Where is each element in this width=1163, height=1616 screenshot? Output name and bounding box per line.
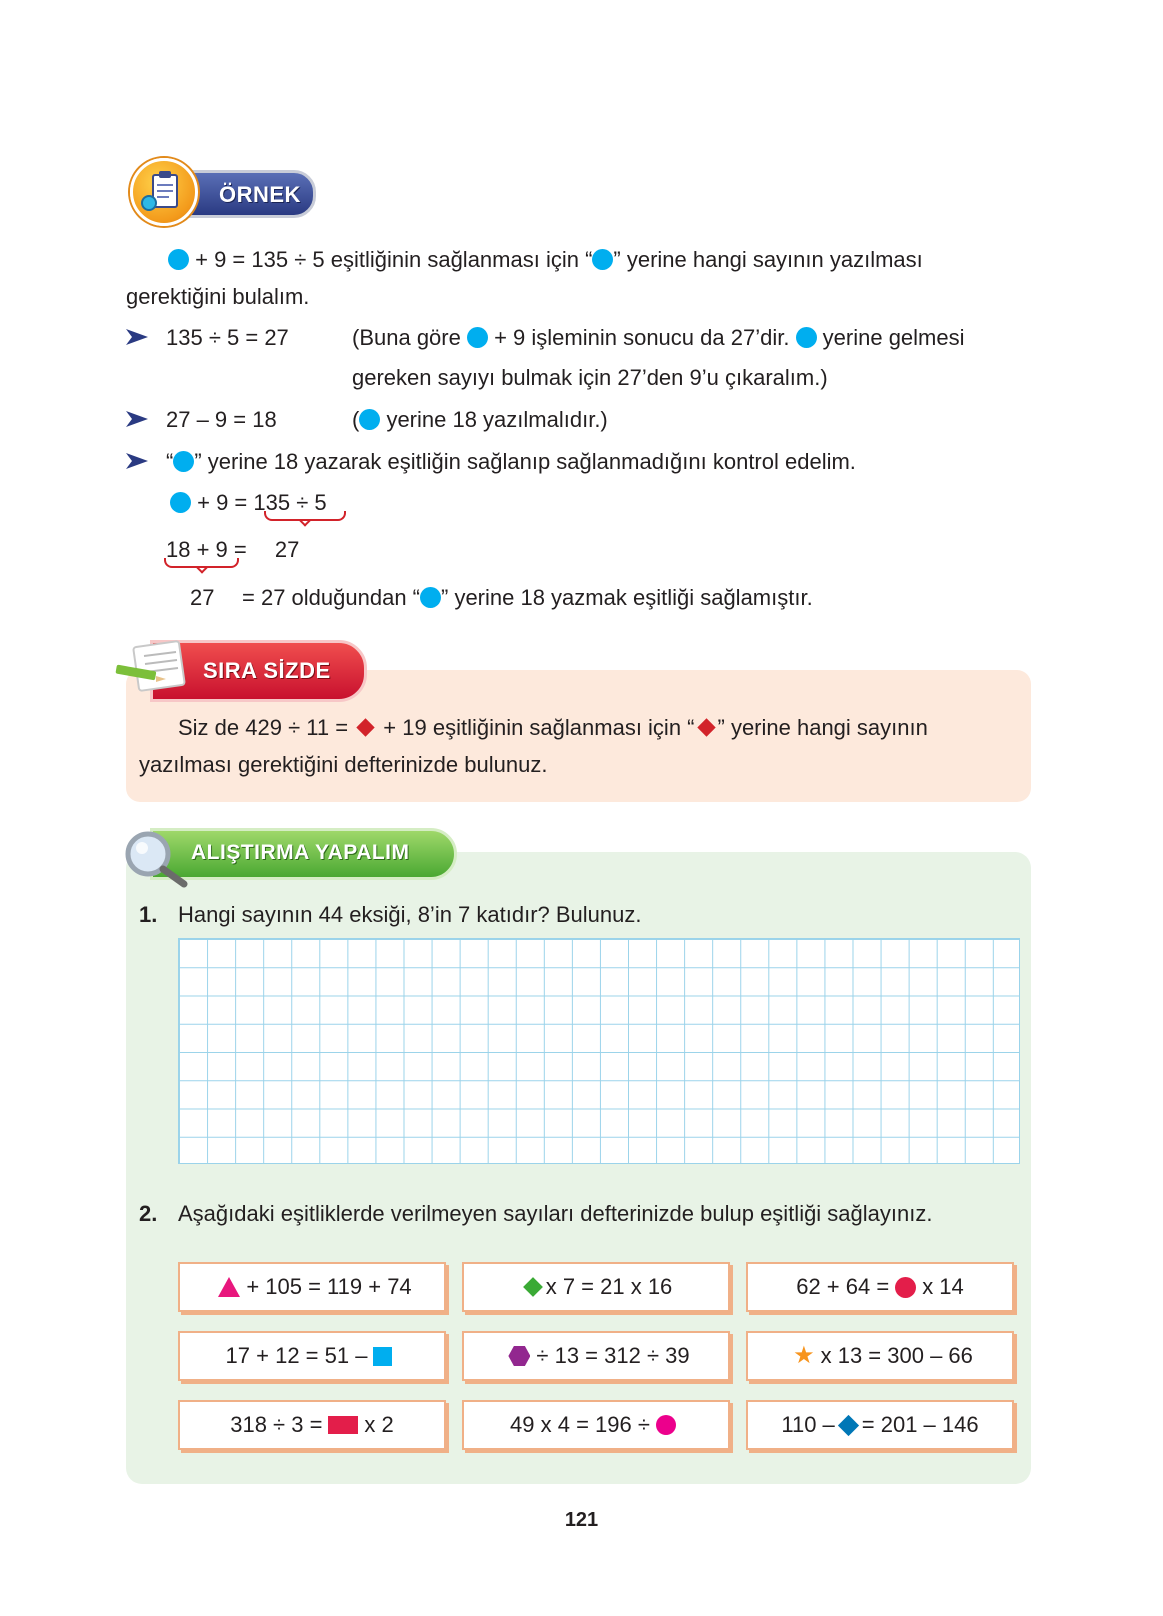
- check-line3-num: 27: [190, 585, 215, 610]
- arrow-bullet-icon: [126, 411, 148, 427]
- arrow-bullet-icon: [126, 329, 148, 345]
- ornek-banner: [178, 170, 316, 218]
- blue-circle-icon: [592, 249, 613, 270]
- check-line2: 18 + 9 = 27: [166, 537, 300, 562]
- blue-circle-icon: [170, 492, 191, 513]
- step2-calc: 27 – 9 = 18: [166, 407, 277, 432]
- notebook-pencil-icon: [112, 638, 192, 694]
- answer-grid[interactable]: [178, 938, 1020, 1164]
- blue-diamond-icon: [838, 1414, 859, 1435]
- question-1-number: 1.: [139, 902, 158, 927]
- underbrace: [264, 511, 346, 521]
- red-diamond-icon: [356, 718, 374, 736]
- step2-note: ( yerine 18 yazılmalıdır.): [352, 407, 608, 432]
- equation-card: ★ x 13 = 300 – 66: [746, 1331, 1014, 1381]
- clipboard-icon: [130, 158, 198, 226]
- step3-text: “ ” yerine 18 yazarak eşitliğin sağlanıp sağlanmadığını kontrol edelim.: [166, 449, 856, 474]
- check-line3: = 27 olduğundan “ ” yerine 18 yazmak eşitliği sağlamıştır.: [242, 585, 813, 610]
- sira-line1: Siz de 429 ÷ 11 = + 19 eşitliğinin sağlanması için “ ” yerine hangi sayının: [178, 715, 928, 740]
- sira-line2: yazılması gerektiğini defterinizde bulunuz.: [139, 752, 548, 777]
- step1-calc: 135 ÷ 5 = 27: [166, 325, 289, 350]
- equation-card: + 105 = 119 + 74: [178, 1262, 446, 1312]
- orange-star-icon: ★: [793, 1342, 815, 1369]
- blue-circle-icon: [359, 409, 380, 430]
- blue-circle-icon: [796, 327, 817, 348]
- equation-card: 110 – = 201 – 146: [746, 1400, 1014, 1450]
- blue-square-icon: [373, 1347, 392, 1366]
- page-number: 121: [564, 1509, 599, 1531]
- red-circle-icon: [895, 1277, 916, 1298]
- red-diamond-icon: [697, 718, 715, 736]
- underbrace: [164, 558, 239, 568]
- blue-circle-icon: [173, 451, 194, 472]
- magnifier-icon: [118, 826, 192, 888]
- step1-note: (Buna göre + 9 işleminin sonucu da 27’dir. yerine gelmesi: [352, 325, 965, 350]
- sira-sizde-label: SIRA SİZDE: [203, 658, 331, 683]
- alistirma-label: ALIŞTIRMA YAPALIM: [191, 841, 410, 864]
- equation-card: 49 x 4 = 196 ÷: [462, 1400, 730, 1450]
- ornek-label: ÖRNEK: [219, 182, 301, 207]
- ornek-intro-line1: + 9 = 135 ÷ 5 eşitliğinin sağlanması için “ ” yerine hangi sayının yazılması: [168, 246, 923, 274]
- purple-hexagon-icon: [508, 1346, 530, 1366]
- question-1-text: Hangi sayının 44 eksiği, 8’in 7 katıdır? Bulunuz.: [178, 902, 642, 927]
- pink-triangle-icon: [218, 1277, 240, 1297]
- step1-note-line2: gereken sayıyı bulmak için 27’den 9’u çıkaralım.): [352, 365, 828, 390]
- blue-circle-icon: [420, 587, 441, 608]
- pink-circle-icon: [656, 1415, 676, 1435]
- question-2-number: 2.: [139, 1201, 158, 1226]
- blue-circle-icon: [168, 249, 189, 270]
- check-line1: + 9 = 135 ÷ 5: [170, 489, 327, 517]
- equation-card: 17 + 12 = 51 –: [178, 1331, 446, 1381]
- green-diamond-icon: [523, 1277, 543, 1297]
- ornek-intro-line2: gerektiğini bulalım.: [126, 284, 310, 309]
- alistirma-banner: [150, 828, 457, 880]
- arrow-bullet-icon: [126, 453, 148, 469]
- equation-card: 318 ÷ 3 = x 2: [178, 1400, 446, 1450]
- equation-card: 62 + 64 = x 14: [746, 1262, 1014, 1312]
- equation-card: ÷ 13 = 312 ÷ 39: [462, 1331, 730, 1381]
- question-2-text: Aşağıdaki eşitliklerde verilmeyen sayıları defterinizde bulup eşitliği sağlayınız.: [178, 1201, 933, 1226]
- red-rectangle-icon: [328, 1416, 358, 1434]
- equation-card: x 7 = 21 x 16: [462, 1262, 730, 1312]
- blue-circle-icon: [467, 327, 488, 348]
